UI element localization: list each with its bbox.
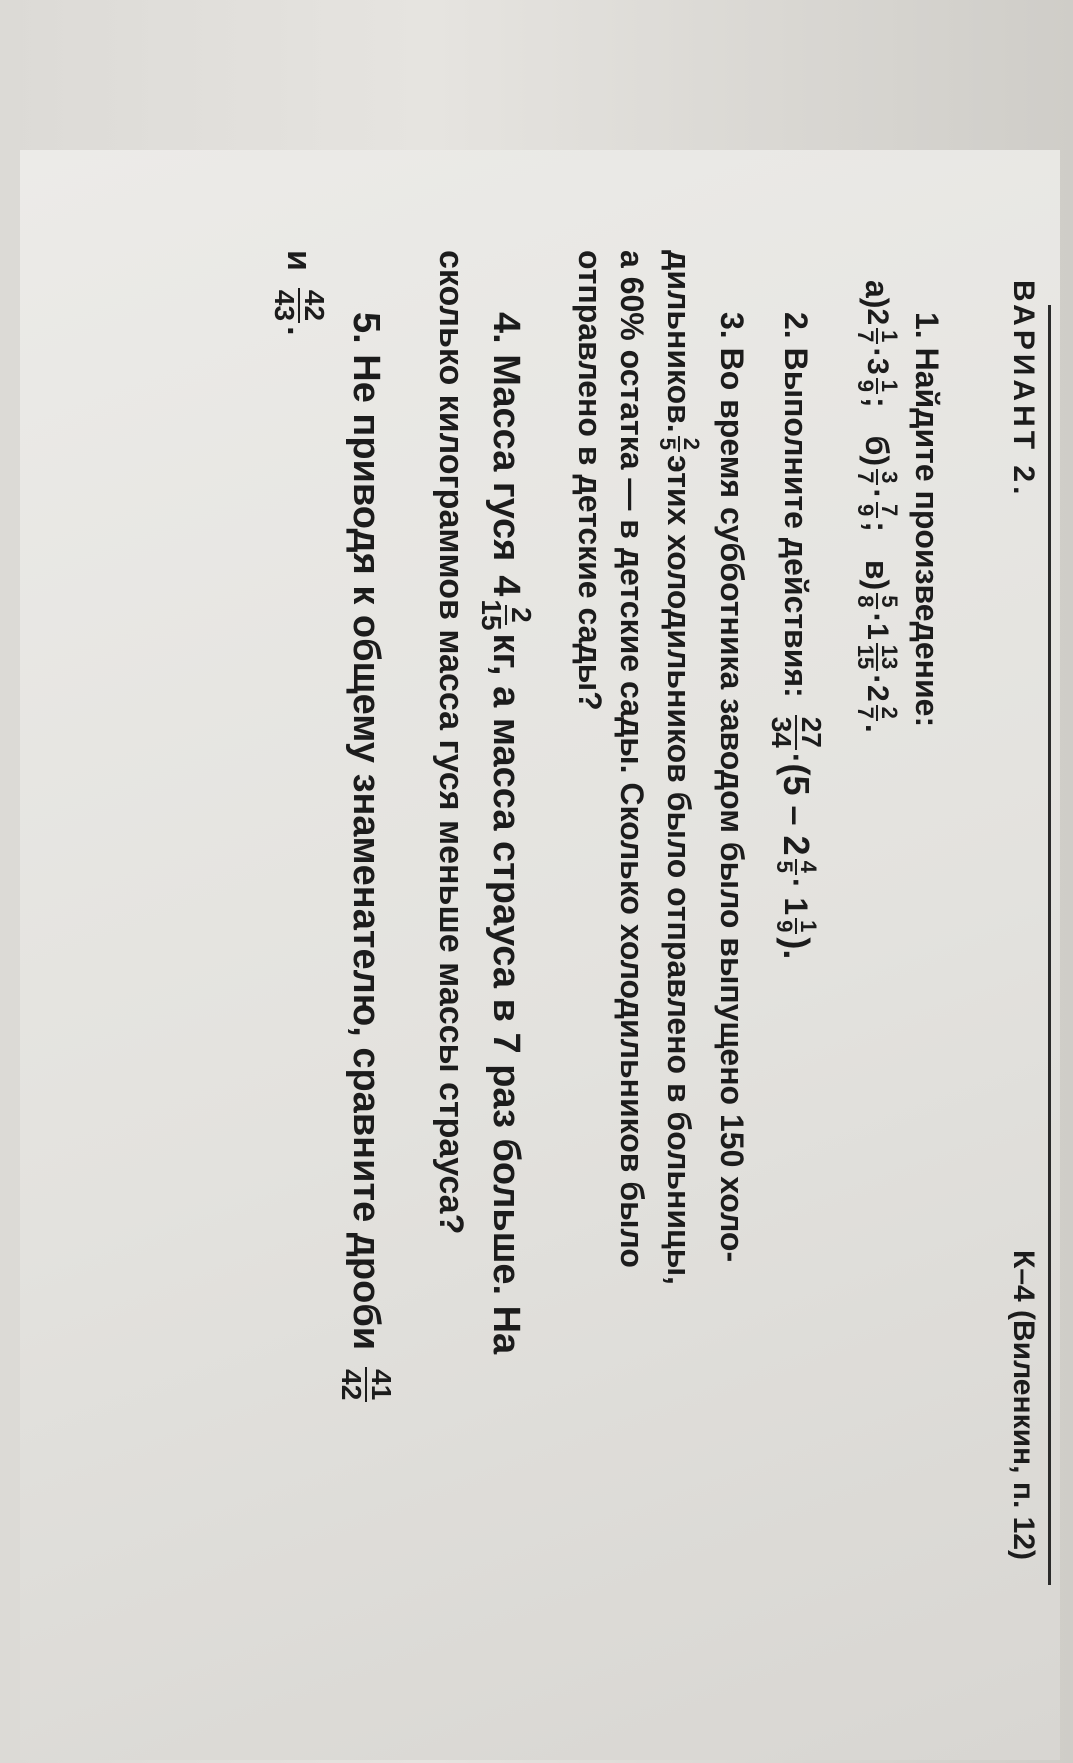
fraction: 4 5 [772, 860, 821, 873]
task3-line4: отправлено в детские сады? [572, 250, 608, 711]
fraction: 1 9 [772, 920, 821, 933]
task1-a-label: а) [859, 280, 896, 309]
task1-b-label: б) [859, 435, 896, 467]
fraction: 13 15 [853, 644, 902, 670]
task5-line2: и 42 43 . [269, 250, 330, 336]
test-code: К–4 (Виленкин, п. 12) [1007, 1250, 1040, 1560]
fraction: 1 7 [853, 330, 902, 343]
fraction: 7 9 [853, 503, 902, 517]
fraction: 42 43 [269, 289, 330, 322]
task5-line1: 5. Не приводя к общему знаменателю, сравните дроби 41 42 [336, 312, 397, 1401]
fraction: 41 42 [336, 1369, 397, 1401]
fraction: 3 7 [853, 471, 902, 484]
task2: 2. Выполните действия: 27 34 · (5 – 2 4 5 · 1 1 9 ). [766, 312, 827, 960]
header-rule [1048, 305, 1051, 1585]
task1-c-label: в) [859, 559, 896, 591]
task4-line1: 4. Масса гуся 4 2 15 кг, а масса страуса в 7 раз больше. На [476, 312, 537, 1355]
task3-line2: дильников. 2 5 этих холодильников было отправлено в больницы, [655, 250, 704, 1285]
fraction: 2 7 [853, 706, 902, 719]
task1-intro: 1. Найдите произведение: [909, 312, 945, 728]
fraction: 1 9 [853, 379, 902, 392]
variant-title: ВАРИАНТ 2. [1007, 280, 1040, 499]
task1-items: а) 2 1 7 · 3 1 9 ; б) 3 7 · 7 9 ; в) 5 8 · 1 13 15 · 2 2 7 . [853, 280, 902, 733]
fraction: 5 8 [853, 595, 902, 608]
fraction: 27 34 [766, 716, 827, 748]
fraction: 2 15 [476, 599, 537, 631]
task4-line2: сколько килограммов масса гуся меньше массы страуса? [432, 250, 470, 1235]
page-header [960, 280, 1040, 1560]
task3-line3: а 60% остатка — в детские сады. Сколько холодильников было [614, 250, 650, 1268]
task3-line1: 3. Во время субботника заводом было выпущено 150 холо- [714, 312, 750, 1263]
fraction: 2 5 [655, 437, 704, 450]
rotated-page-content [80, 250, 1040, 1570]
